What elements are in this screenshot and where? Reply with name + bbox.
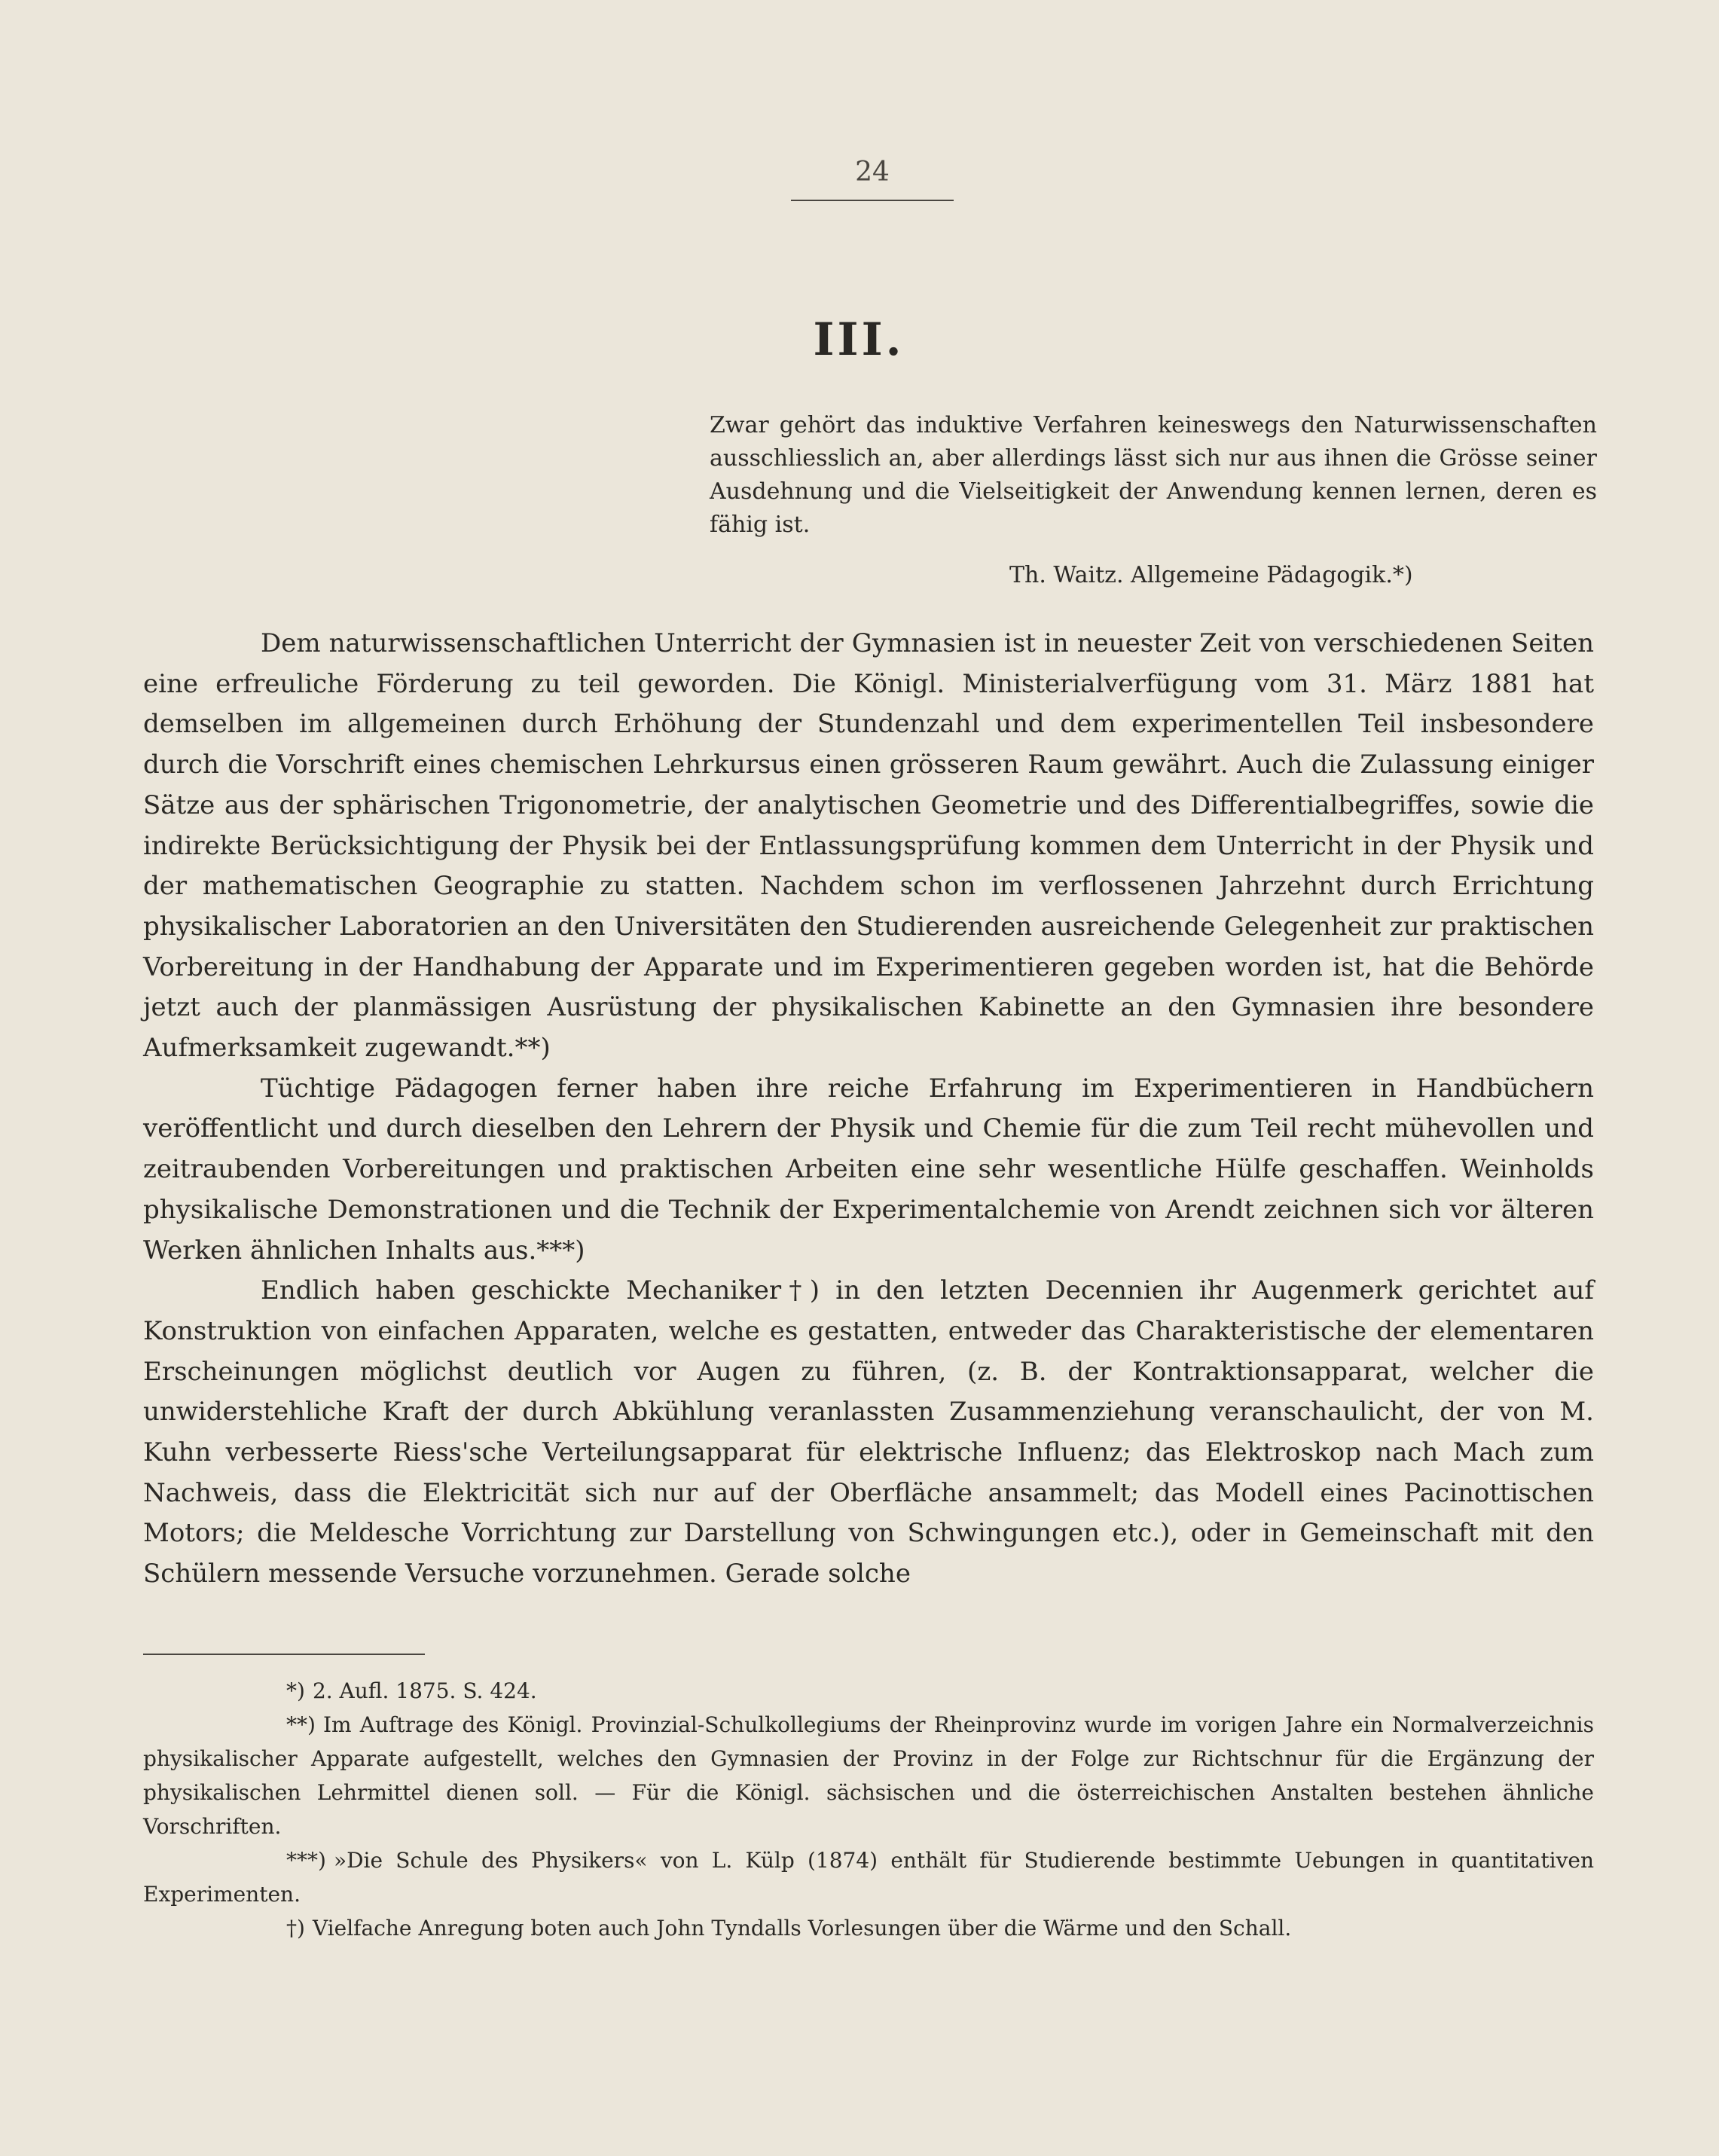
motto-text: Zwar gehört das induktive Verfahren keineswegs den Naturwissenschaften ausschliesslich an, aber allerdings lässt sich nur aus ihnen die Grösse seiner Ausdehnung und die Vielseitigkeit der Anwendung kennen lernen, deren es fähig ist.	[710, 412, 1597, 538]
footnote-text: Vielfache Anregung boten auch John Tyndalls Vorlesungen über die Wärme und den Schall.	[312, 1916, 1292, 1941]
footnote	[143, 1911, 1594, 1945]
footnote-mark: †)	[286, 1916, 305, 1941]
page-number-rule	[791, 200, 954, 201]
footnote-text: 2. Aufl. 1875. S. 424.	[312, 1678, 537, 1703]
chapter-heading: III.	[813, 313, 905, 366]
footnote	[143, 1708, 1594, 1843]
paragraph: Tüchtige Pädagogen ferner haben ihre reiche Erfahrung im Experimentieren in Handbüchern veröffentlicht und durch dieselben den Lehrern der Physik und Chemie für die zum Teil recht mühevollen und zeitraubenden Vorbereitungen und praktischen Arbeiten eine sehr wesentliche Hülfe geschaffen. Weinholds physikalische Demonstrationen und die Technik der Experimentalchemie von Arendt zeichnen sich vor älteren Werken ähnlichen Inhalts aus.***)	[143, 1073, 1594, 1266]
footnote	[143, 1674, 1594, 1708]
page-number: 24	[855, 157, 890, 188]
body-text	[143, 624, 1594, 1595]
footnote	[143, 1843, 1594, 1911]
paragraph: Endlich haben geschickte Mechaniker†) in den letzten Decennien ihr Augenmerk gerichtet auf Konstruktion von einfachen Apparaten, welche es gestatten, entweder das Charakteristische der elementaren Erscheinungen möglichst deutlich vor Augen zu führen, (z. B. der Kontraktionsapparat, welcher die unwiderstehliche Kraft der durch Abkühlung veranlassten Zusammenziehung veranschaulicht, der von M. Kuhn verbesserte Riess'sche Verteilungsapparat für elektrische Influenz; das Elektroskop nach Mach zum Nachweis, dass die Elektricität sich nur auf der Oberfläche ansammelt; das Modell eines Pacinottischen Motors; die Meldesche Vorrichtung zur Darstellung von Schwingungen etc.), oder in Gemeinschaft mit den Schülern messende Versuche vorzunehmen. Gerade solche	[143, 1275, 1594, 1590]
motto-attribution: Th. Waitz. Allgemeine Pädagogik.*)	[1009, 562, 1413, 588]
footnote-mark: **)	[286, 1712, 316, 1737]
footnote-text: »Die Schule des Physikers« von L. Külp (1874) enthält für Studierende bestimmte Uebungen in quantitativen Experimenten.	[143, 1848, 1594, 1907]
footnote-text: Im Auftrage des Königl. Provinzial-Schulkollegiums der Rheinprovinz wurde im vorigen Jahre ein Normalverzeichnis physikalischer Apparate aufgestellt, welches den Gymnasien der Provinz in der Folge zur Richtschnur für die Ergänzung der physikalischen Lehrmittel dienen soll. — Für die Königl. sächsischen und die österreichischen Anstalten bestehen ähnliche Vorschriften.	[143, 1712, 1594, 1839]
footnote-mark: ***)	[286, 1848, 326, 1873]
footnote-separator	[143, 1654, 425, 1655]
footnote-mark: *)	[286, 1678, 305, 1703]
footnotes	[143, 1674, 1594, 1945]
motto-block	[710, 409, 1597, 542]
paragraph: Dem naturwissenschaftlichen Unterricht der Gymnasien ist in neuester Zeit von verschiedenen Seiten eine erfreuliche Förderung zu teil geworden. Die Königl. Ministerialverfügung vom 31. März 1881 hat demselben im allgemeinen durch Erhöhung der Stundenzahl und dem experimentellen Teil insbesondere durch die Vorschrift eines chemischen Lehrkursus einen grösseren Raum gewährt. Auch die Zulassung einiger Sätze aus der sphärischen Trigonometrie, der analytischen Geometrie und des Differentialbegriffes, sowie die indirekte Berücksichtigung der Physik bei der Entlassungsprüfung kommen dem Unterricht in der Physik und der mathematischen Geographie zu statten. Nachdem schon im verflossenen Jahrzehnt durch Errichtung physikalischer Laboratorien an den Universitäten den Studierenden ausreichende Gelegenheit zur praktischen Vorbereitung in der Handhabung der Apparate und im Experimentieren gegeben worden ist, hat die Behörde jetzt auch der planmässigen Ausrüstung der physikalischen Kabinette an den Gymnasien ihre besondere Aufmerksamkeit zugewandt.**)	[143, 628, 1594, 1064]
